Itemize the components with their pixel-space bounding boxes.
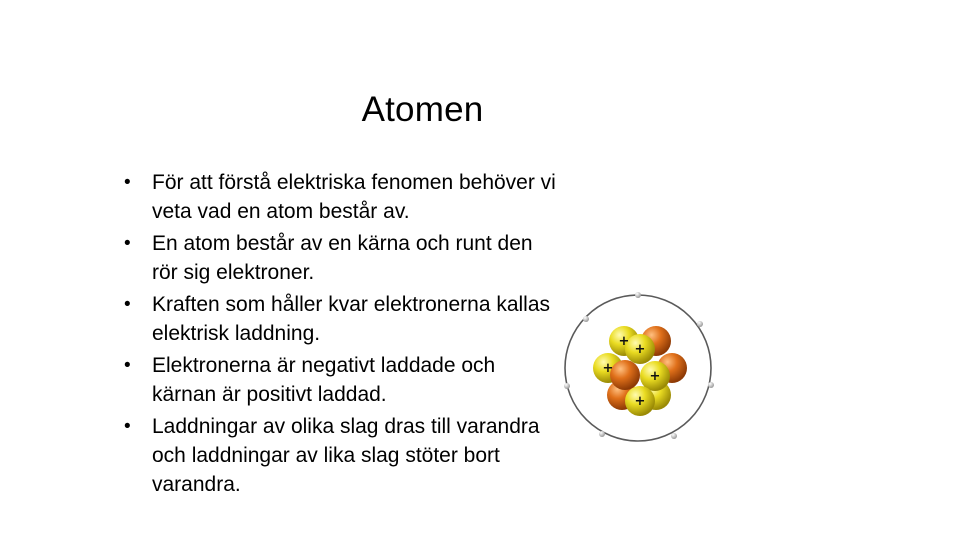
plus-sign: +: [634, 342, 646, 357]
slide-title: Atomen: [361, 90, 484, 129]
electron: [635, 292, 641, 298]
bullet-marker: •: [124, 294, 131, 315]
bullet-marker: •: [124, 355, 131, 376]
bullet-list: [122, 168, 562, 502]
bullet-item: [122, 229, 562, 287]
bullet-item: [122, 168, 562, 226]
electron: [708, 382, 714, 388]
plus-sign: +: [634, 394, 646, 409]
bullet-text: Laddningar av olika slag dras till varandra och laddningar av lika slag stöter bort varandra.: [152, 415, 540, 496]
bullet-text: Kraften som håller kvar elektronerna kallas elektrisk laddning.: [152, 293, 551, 345]
bullet-item: [122, 412, 562, 499]
electron: [599, 431, 605, 437]
electron: [564, 383, 570, 389]
bullet-marker: •: [124, 416, 131, 437]
electron: [671, 433, 677, 439]
bullet-marker: •: [124, 172, 131, 193]
plus-sign: +: [649, 369, 661, 384]
electron: [697, 321, 703, 327]
electron: [583, 316, 589, 322]
atom-illustration: [558, 288, 722, 450]
bullet-marker: •: [124, 233, 131, 254]
bullet-text: En atom består av en kärna och runt den rör sig elektroner.: [152, 232, 533, 284]
bullet-item: [122, 351, 562, 409]
plus-sign: +: [602, 361, 614, 376]
bullet-text: För att förstå elektriska fenomen behöver vi veta vad en atom består av.: [152, 171, 556, 223]
neutron: [610, 360, 640, 390]
bullet-text: Elektronerna är negativt laddade och kärnan är positivt laddad.: [152, 354, 496, 406]
bullet-item: [122, 290, 562, 348]
plus-sign: +: [618, 334, 630, 349]
